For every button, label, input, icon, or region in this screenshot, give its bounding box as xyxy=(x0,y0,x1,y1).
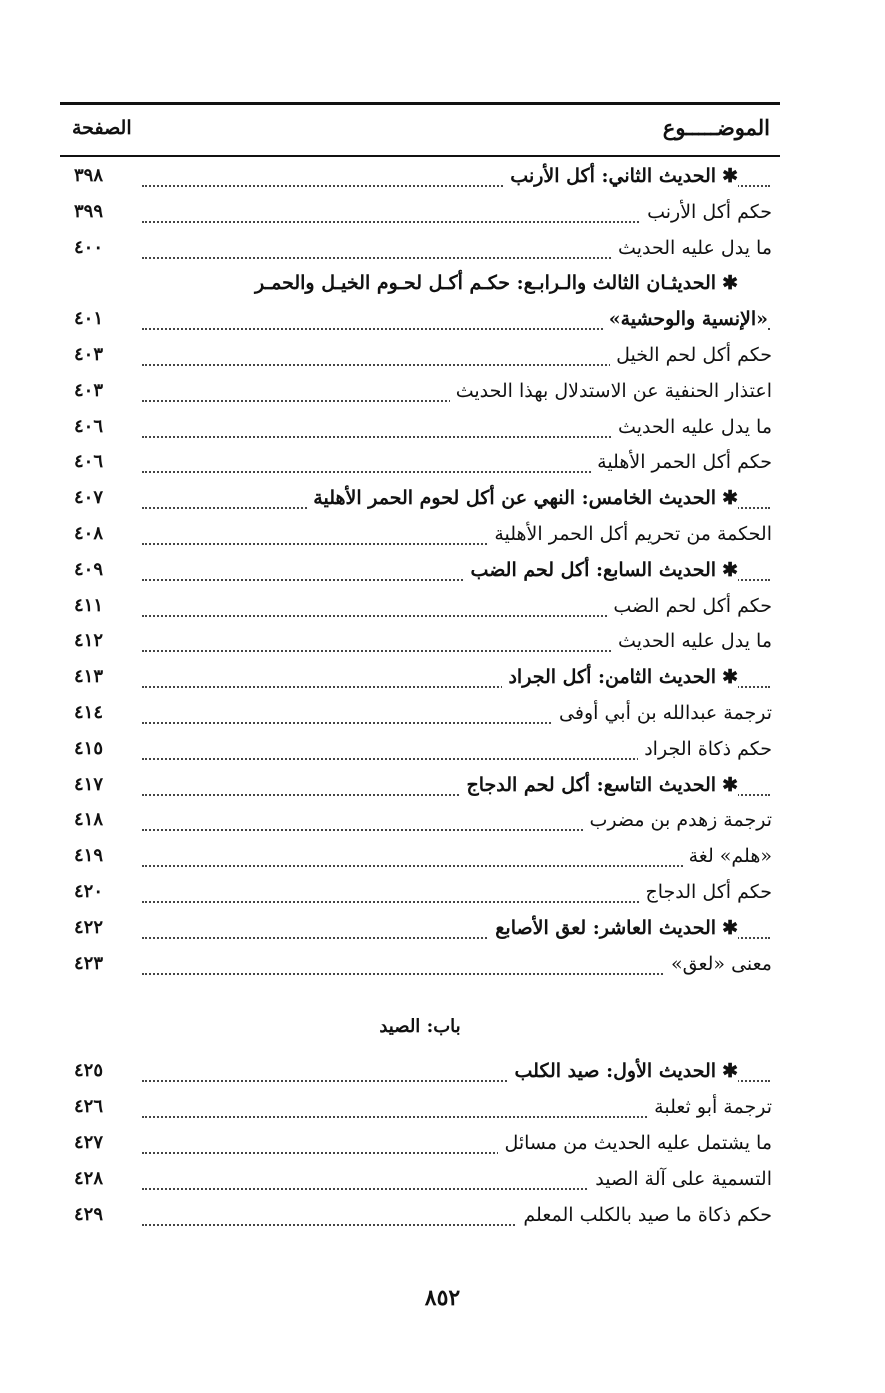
toc-list-b xyxy=(60,1058,780,1237)
entry-page-number: ٣٩٩ xyxy=(74,200,104,222)
entry-page-number: ٤٠٠ xyxy=(74,236,104,258)
entry-title xyxy=(553,702,772,724)
topic-column-label: الموضـــــوع xyxy=(662,115,770,140)
toc-entry-main xyxy=(60,915,780,951)
entry-title-text: «هلم» لغة xyxy=(688,845,772,868)
entry-page-number: ٤١٤ xyxy=(74,701,104,723)
entry-title xyxy=(517,1204,772,1226)
toc-page xyxy=(60,102,780,1237)
entry-title xyxy=(612,630,772,652)
toc-entry xyxy=(60,521,780,557)
entry-title xyxy=(612,237,772,259)
toc-entry-main xyxy=(60,664,780,700)
toc-entry-main xyxy=(60,557,780,593)
toc-entry xyxy=(60,1202,780,1238)
toc-entry-main xyxy=(60,270,780,306)
star-icon: ✱ xyxy=(722,666,738,689)
entry-title-text: حكم ذكاة ما صيد بالكلب المعلم xyxy=(523,1203,772,1226)
toc-entry xyxy=(60,1166,780,1202)
entry-page-number: ٤٢٨ xyxy=(74,1167,104,1189)
entry-page-number: ٤٢٢ xyxy=(74,916,104,938)
entry-title-text: حكم أكل الدجاج xyxy=(645,880,772,903)
page-number: ٨٥٢ xyxy=(424,1285,461,1311)
header-bottom-rule xyxy=(60,155,780,157)
toc-entry xyxy=(60,342,780,378)
toc-entry xyxy=(60,199,780,235)
entry-title-text: حكم أكل لحم الخيل xyxy=(616,343,772,366)
toc-list-a xyxy=(60,163,780,986)
entry-title-text: حكم أكل الأرنب xyxy=(647,200,772,223)
entry-title xyxy=(607,595,772,617)
toc-entry xyxy=(60,1130,780,1166)
toc-entry-main xyxy=(60,772,780,808)
entry-title-text: ترجمة أبو ثعلبة xyxy=(654,1096,772,1119)
entry-page-number: ٣٩٨ xyxy=(74,165,104,186)
entry-page-number: ٤٠٦ xyxy=(74,451,104,473)
entry-title-text: الحديثـان الثالث والـرابـع: حكـم أكـل لحـوم الخيـل والحمـر xyxy=(255,272,717,295)
entry-title xyxy=(465,559,738,581)
star-icon: ✱ xyxy=(722,916,738,939)
entry-title-text: ما يشتمل عليه الحديث من مسائل xyxy=(504,1131,772,1154)
entry-title xyxy=(502,666,738,688)
toc-entry xyxy=(60,700,780,736)
entry-title xyxy=(641,201,772,223)
toc-entry-main xyxy=(60,485,780,521)
entry-page-number: ٤٢٠ xyxy=(74,880,104,902)
toc-entry xyxy=(60,235,780,271)
star-icon: ✱ xyxy=(722,773,738,796)
toc-entry-main xyxy=(60,163,780,199)
entry-title-text: حكم أكل لحم الضب xyxy=(613,594,772,617)
toc-entry xyxy=(60,414,780,450)
entry-title-text: «الإنسية والوحشية» xyxy=(608,308,768,331)
entry-page-number: ٤٠٦ xyxy=(74,415,104,437)
entry-title-text: الحديث العاشر: لعق الأصابع xyxy=(495,916,717,939)
entry-page-number: ٤٢٦ xyxy=(74,1096,104,1118)
entry-title xyxy=(638,738,772,760)
section-heading xyxy=(60,1002,780,1052)
entry-page-number: ٤١٧ xyxy=(74,773,104,795)
entry-title-text: ما يدل عليه الحديث xyxy=(618,630,772,653)
entry-title xyxy=(249,272,738,294)
entry-page-number: ٤١٩ xyxy=(74,845,104,867)
entry-title-text: الحكمة من تحريم أكل الحمر الأهلية xyxy=(494,522,772,545)
entry-title xyxy=(591,451,772,473)
entry-page-number: ٤٢٣ xyxy=(74,952,104,974)
entry-title xyxy=(450,380,772,402)
entry-title-text: حكم أكل الحمر الأهلية xyxy=(597,451,772,474)
toc-header xyxy=(60,105,780,155)
entry-title xyxy=(610,344,772,366)
entry-title-text: الحديث الثامن: أكل الجراد xyxy=(508,666,717,689)
entry-title-text: الحديث السابع: أكل لحم الضب xyxy=(470,558,717,581)
star-icon: ✱ xyxy=(722,558,738,581)
toc-entry xyxy=(60,378,780,414)
star-icon: ✱ xyxy=(722,1060,738,1083)
toc-entry xyxy=(60,1094,780,1130)
entry-title-text: اعتذار الحنفية عن الاستدلال بهذا الحديث xyxy=(455,379,772,402)
toc-entry xyxy=(60,593,780,629)
star-icon: ✱ xyxy=(722,165,738,187)
toc-entry xyxy=(60,628,780,664)
entry-title-text: ما يدل عليه الحديث xyxy=(618,236,772,259)
entry-title-text: التسمية على آلة الصيد xyxy=(595,1167,772,1190)
entry-title xyxy=(498,1132,772,1154)
entry-page-number: ٤١٥ xyxy=(74,737,104,759)
toc-entry xyxy=(60,807,780,843)
toc-entry xyxy=(60,449,780,485)
entry-page-number: ٤١٨ xyxy=(74,809,104,831)
entry-title-text: الحديث التاسع: أكل لحم الدجاج xyxy=(466,773,717,796)
entry-title-text: الحديث الأول: صيد الكلب xyxy=(514,1060,717,1083)
toc-entry-main xyxy=(60,306,780,342)
star-icon: ✱ xyxy=(722,272,738,295)
entry-page-number: ٤١٣ xyxy=(74,666,104,688)
entry-title xyxy=(488,523,772,545)
entry-title xyxy=(509,1060,738,1082)
entry-page-number: ٤٢٧ xyxy=(74,1131,104,1153)
star-icon: ✱ xyxy=(722,487,738,510)
entry-page-number: ٤٠٨ xyxy=(74,522,104,544)
entry-title xyxy=(665,953,772,975)
entry-title-text: ترجمة زهدم بن مضرب xyxy=(589,809,772,832)
entry-title xyxy=(583,809,772,831)
entry-page-number: ٤٠٩ xyxy=(74,558,104,580)
entry-title xyxy=(589,1168,772,1190)
dot-leader xyxy=(142,865,770,867)
entry-title xyxy=(307,487,738,509)
toc-entry xyxy=(60,879,780,915)
entry-title-text: الحديث الثاني: أكل الأرنب xyxy=(510,165,717,187)
entry-title xyxy=(603,308,768,330)
entry-title-text: ما يدل عليه الحديث xyxy=(618,415,772,438)
entry-page-number: ٤٢٩ xyxy=(74,1203,104,1225)
entry-title-text: حكم ذكاة الجراد xyxy=(644,737,772,760)
entry-title-text: معنى «لعق» xyxy=(670,952,772,975)
entry-title xyxy=(612,416,772,438)
entry-page-number: ٤٢٥ xyxy=(74,1060,104,1082)
toc-entry xyxy=(60,951,780,987)
entry-title xyxy=(683,845,772,867)
entry-page-number: ٤١٢ xyxy=(74,630,104,652)
entry-page-number: ٤٠٣ xyxy=(74,343,104,365)
entry-page-number: ٤٠٣ xyxy=(74,379,104,401)
page-column-label: الصفحة xyxy=(72,117,132,139)
section-title: باب: الصيد xyxy=(379,1016,461,1038)
entry-title xyxy=(504,165,738,187)
entry-title-text: الحديث الخامس: النهي عن أكل لحوم الحمر الأهلية xyxy=(313,487,717,510)
entry-page-number: ٤١١ xyxy=(74,594,104,616)
entry-title xyxy=(489,917,738,939)
entry-title xyxy=(460,774,738,796)
entry-title xyxy=(639,881,772,903)
toc-entry xyxy=(60,843,780,879)
entry-title-text: ترجمة عبدالله بن أبي أوفى xyxy=(559,701,772,724)
entry-title xyxy=(648,1096,772,1118)
entry-page-number: ٤٠٧ xyxy=(74,487,104,509)
toc-entry-main xyxy=(60,1058,780,1094)
toc-entry xyxy=(60,736,780,772)
entry-page-number: ٤٠١ xyxy=(74,308,104,330)
